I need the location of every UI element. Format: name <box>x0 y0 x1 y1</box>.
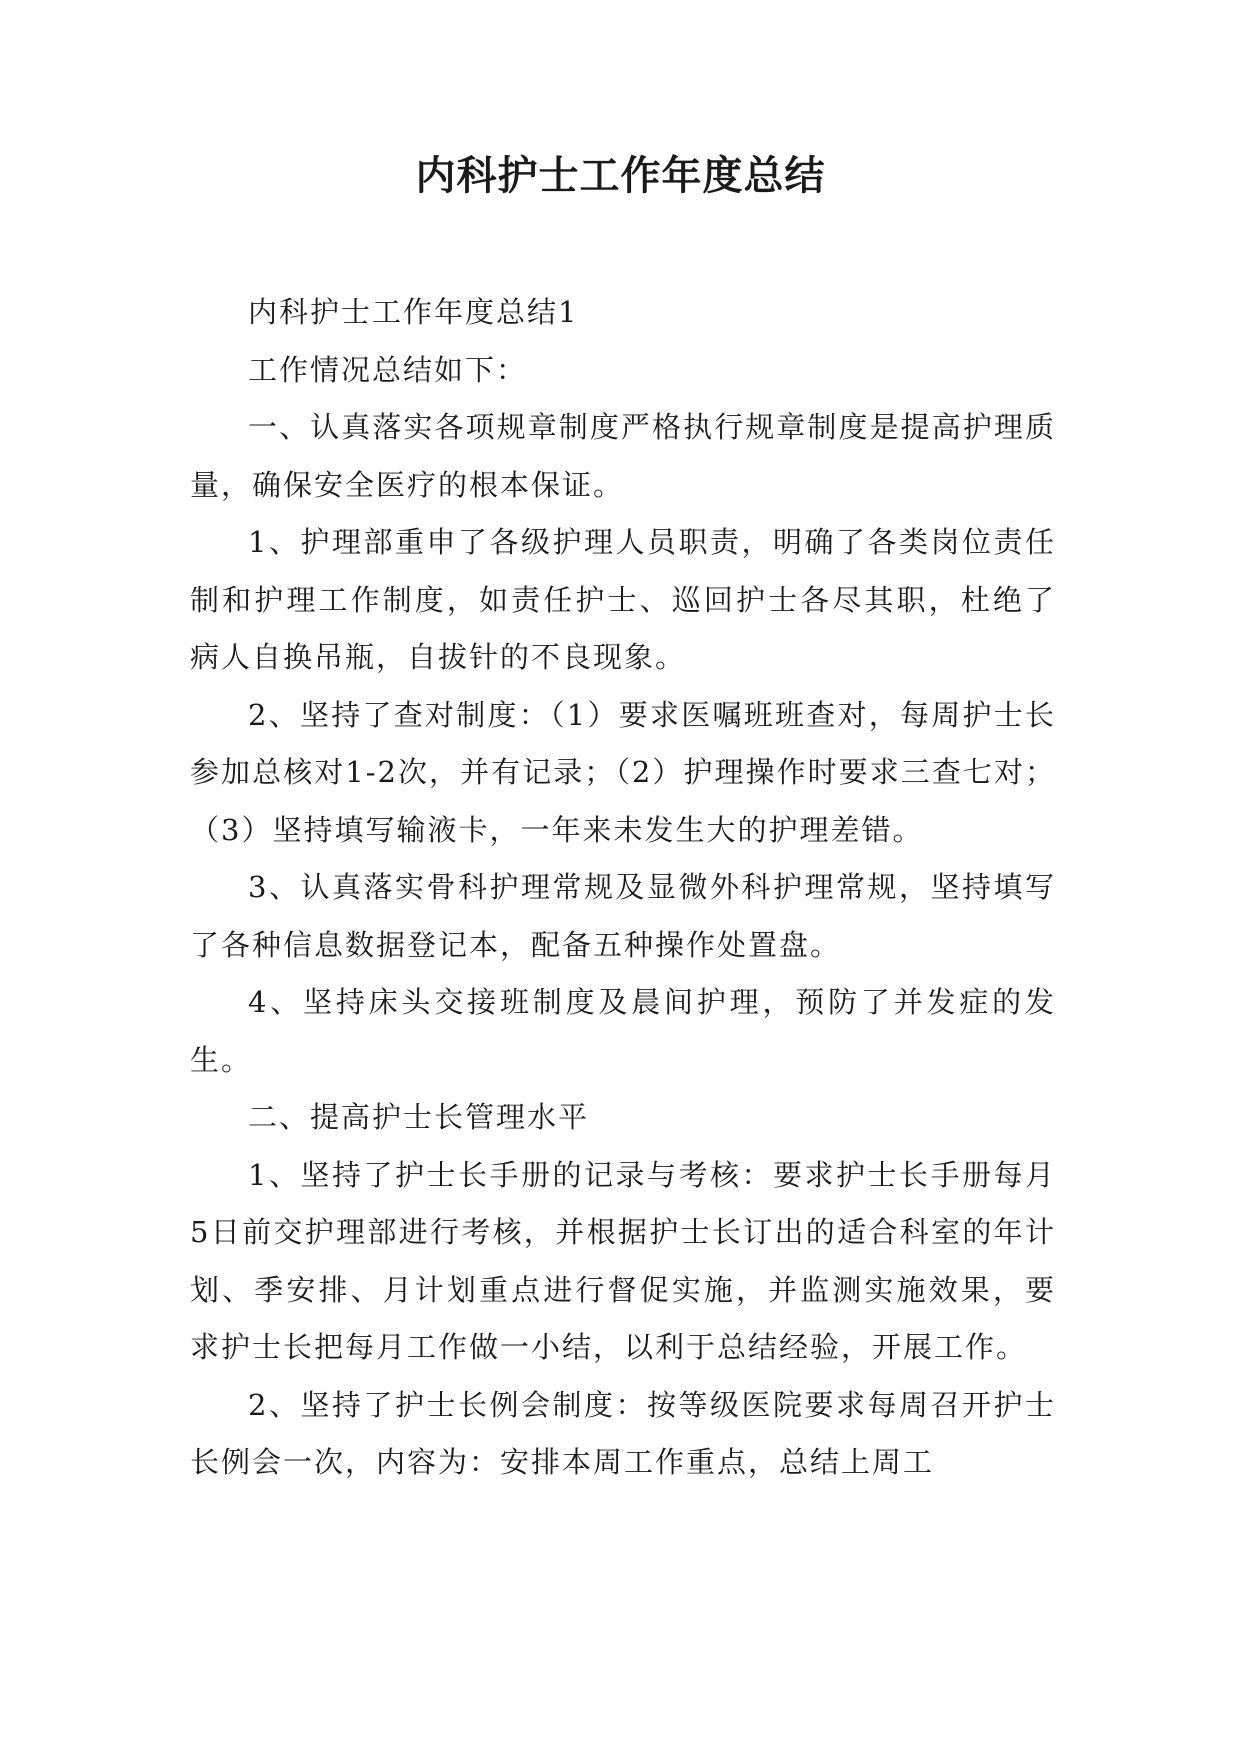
paragraph: 1、护理部重申了各级护理人员职责，明确了各类岗位责任制和护理工作制度，如责任护士、巡回护士各尽其职，杜绝了病人自换吊瓶，自拔针的不良现象。 <box>190 525 1056 674</box>
paragraph: 4、坚持床头交接班制度及晨间护理，预防了并发症的发生。 <box>190 985 1056 1077</box>
paragraph: 2、坚持了护士长例会制度：按等级医院要求每周召开护士长例会一次，内容为：安排本周工作重点，总结上周工 <box>190 1387 1056 1479</box>
paragraph: 2、坚持了查对制度：（1）要求医嘱班班查对，每周护士长参加总核对1-2次，并有记录；（2）护理操作时要求三查七对；（3）坚持填写输液卡，一年来未发生大的护理差错。 <box>190 697 1056 847</box>
paragraph: 工作情况总结如下： <box>248 352 528 387</box>
paragraph: 3、认真落实骨科护理常规及显微外科护理常规，坚持填写了各种信息数据登记本，配备五种操作处置盘。 <box>190 870 1056 962</box>
document-title: 内科护士工作年度总结 <box>415 153 826 199</box>
paragraph: 一、认真落实各项规章制度严格执行规章制度是提高护理质量，确保安全医疗的根本保证。 <box>190 410 1056 502</box>
paragraph: 二、提高护士长管理水平 <box>248 1100 590 1134</box>
document-body <box>190 284 1056 1492</box>
paragraph: 1、坚持了护士长手册的记录与考核：要求护士长手册每月5日前交护理部进行考核，并根据护士长订出的适合科室的年计划、季安排、月计划重点进行督促实施，并监测实施效果，要求护士长把每月工作做一小结，以利于总结经验，开展工作。 <box>190 1157 1056 1364</box>
paragraph: 内科护士工作年度总结1 <box>248 295 579 329</box>
